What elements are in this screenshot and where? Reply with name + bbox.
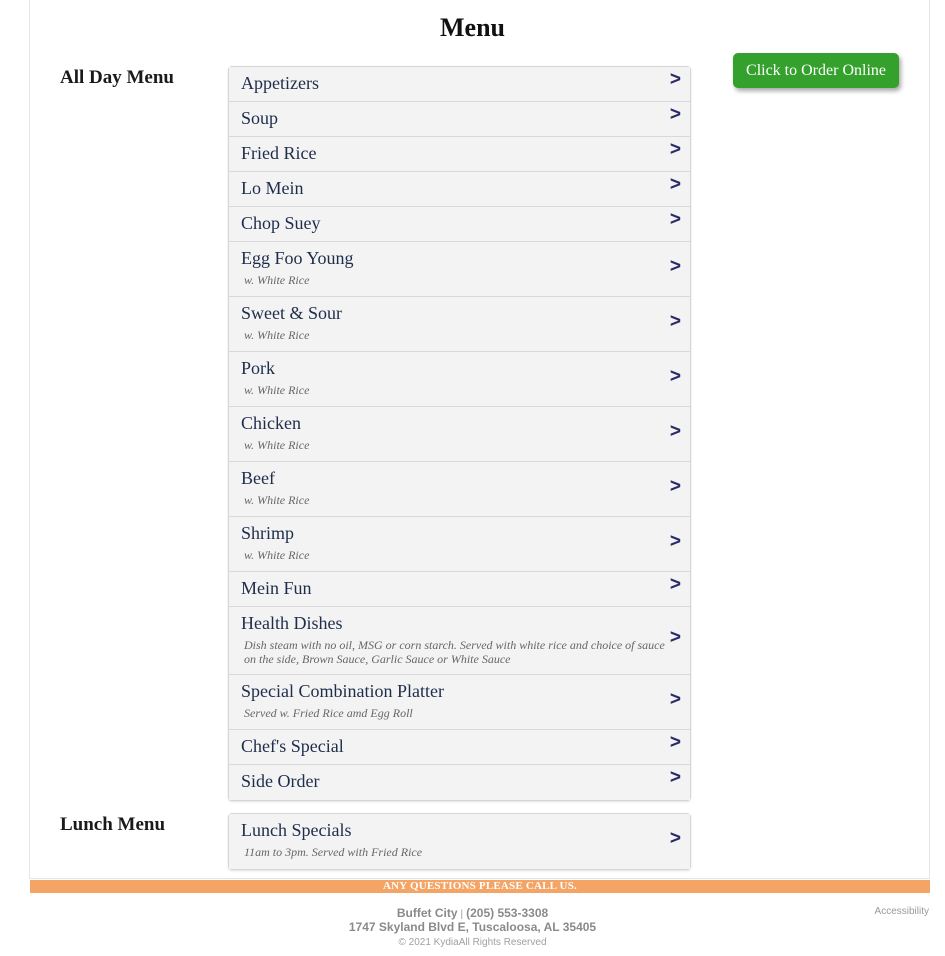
chevron-right-icon: > [669, 421, 681, 442]
footer-business-name: Buffet City [396, 906, 458, 920]
kydia-link[interactable]: Kydia [433, 937, 459, 948]
menu-item[interactable] [229, 517, 690, 572]
footer-contact-line [0, 906, 945, 920]
footer-copyright [0, 937, 945, 948]
footer-phone-link[interactable]: (205) 553-3308 [466, 906, 549, 920]
menu-item-name: Fried Rice [241, 143, 317, 163]
menu-item[interactable] [229, 352, 690, 407]
menu-item-description: Dish steam with no oil, MSG or corn starch. Served with white rice and choice of sauce on the side, Brown Sauce, Garlic Sauce or White Sauce [244, 638, 665, 666]
lunch-menu-list [228, 813, 691, 870]
menu-item[interactable] [229, 814, 690, 869]
menu-item-name: Sweet & Sour [241, 303, 342, 323]
menu-item-name: Appetizers [241, 73, 319, 93]
menu-item[interactable] [229, 407, 690, 462]
menu-item-name: Special Combination Platter [241, 681, 444, 701]
menu-item-name: Lo Mein [241, 178, 304, 198]
menu-item-description: w. White Rice [244, 493, 310, 507]
menu-item-name: Chop Suey [241, 213, 321, 233]
page-title: Menu [440, 13, 505, 42]
menu-item-name: Chef's Special [241, 736, 344, 756]
chevron-right-icon: > [669, 627, 681, 648]
copyright-year: © 2021 [398, 937, 431, 948]
all-day-menu-list [228, 66, 691, 801]
rights-text: All Rights Reserved [458, 937, 547, 948]
chevron-right-icon: > [669, 689, 681, 710]
chevron-right-icon: > [669, 174, 681, 195]
chevron-right-icon: > [669, 139, 681, 160]
menu-item-description: 11am to 3pm. Served with Fried Rice [244, 845, 423, 859]
chevron-right-icon: > [669, 104, 681, 125]
menu-item-name: Egg Foo Young [241, 248, 354, 268]
menu-item[interactable] [229, 297, 690, 352]
section-label-lunch-menu: Lunch Menu [60, 814, 166, 835]
chevron-right-icon: > [669, 574, 681, 595]
menu-item-description: w. White Rice [244, 548, 310, 562]
menu-item-name: Lunch Specials [241, 820, 352, 840]
footer-separator: | [460, 909, 464, 920]
menu-item-name: Side Order [241, 771, 320, 791]
menu-item-description: w. White Rice [244, 383, 310, 397]
chevron-right-icon: > [669, 69, 681, 90]
menu-item[interactable] [229, 67, 690, 102]
menu-item[interactable] [229, 137, 690, 172]
menu-item-name: Soup [241, 108, 279, 128]
section-label-all-day-menu: All Day Menu [60, 67, 174, 88]
chevron-right-icon: > [669, 531, 681, 552]
chevron-right-icon: > [669, 767, 681, 788]
menu-item-name: Chicken [241, 413, 301, 433]
call-us-banner: ANY QUESTIONS PLEASE CALL US. [30, 880, 930, 893]
chevron-right-icon: > [669, 828, 681, 849]
menu-item-name: Mein Fun [241, 578, 312, 598]
menu-item[interactable] [229, 765, 690, 800]
menu-item-description: w. White Rice [244, 328, 310, 342]
menu-item[interactable] [229, 675, 690, 730]
menu-item[interactable] [229, 607, 690, 675]
chevron-right-icon: > [669, 732, 681, 753]
menu-item[interactable] [229, 102, 690, 137]
order-online-button[interactable]: Click to Order Online [733, 53, 899, 88]
chevron-right-icon: > [669, 256, 681, 277]
menu-item[interactable] [229, 462, 690, 517]
menu-item-name: Shrimp [241, 523, 295, 543]
menu-item[interactable] [229, 172, 690, 207]
menu-item-description: w. White Rice [244, 273, 310, 287]
menu-item-description: w. White Rice [244, 438, 310, 452]
menu-item-name: Pork [241, 358, 276, 378]
accessibility-link[interactable]: Accessibility [874, 906, 929, 917]
menu-item[interactable] [229, 572, 690, 607]
chevron-right-icon: > [669, 366, 681, 387]
chevron-right-icon: > [669, 476, 681, 497]
chevron-right-icon: > [669, 311, 681, 332]
menu-item-name: Health Dishes [241, 613, 343, 633]
menu-item[interactable] [229, 730, 690, 765]
chevron-right-icon: > [669, 209, 681, 230]
footer-address: 1747 Skyland Blvd E, Tuscaloosa, AL 35405 [348, 920, 597, 934]
menu-item-name: Beef [241, 468, 275, 488]
menu-item[interactable] [229, 207, 690, 242]
menu-item[interactable] [229, 242, 690, 297]
menu-item-description: Served w. Fried Rice amd Egg Roll [244, 706, 413, 720]
